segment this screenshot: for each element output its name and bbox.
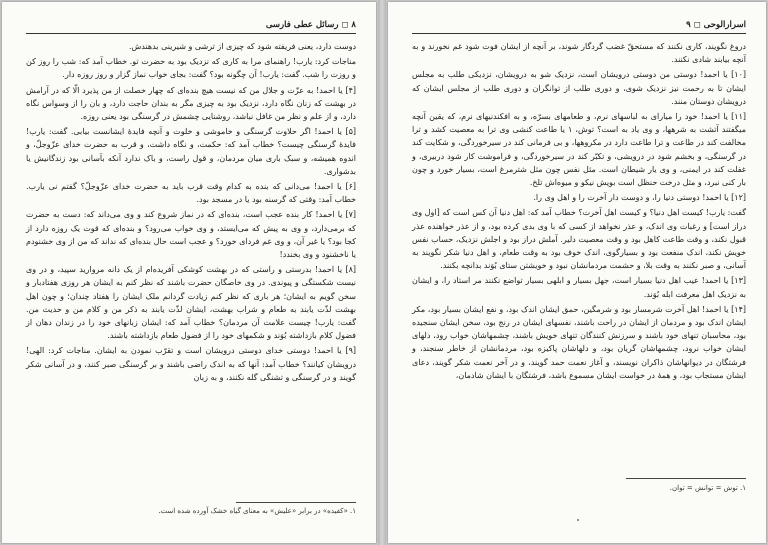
right-paragraph: [۱۴] یا احمد! اهل آخرت شرمسار بود و شرمگین، حمق ایشان اندک بود، و نفع ایشان بسیار بود، مکر ایشان اندک بود و مردمان از ایشان در راحت باشند، نفسهای ایشان در رنج بود، سخن ایشان سنجیده بود، محاسبان تنهای خود باشند و سرزنش کنندگان تنهای خویش باشند، چشمهاشان خواب رود، دلهای ایشان خواب نرود، چشمهاشان گریان بود، و دلهاشان پاکیزه بود، مردمانشان از خاطر سنجند، و فرشتگان در دیوانهاشان ذاکران نویسند، و آغاز نعمت حمد گویند، و در آخر نعمت شکر گویند، دعای ایشان مستجاب بود، و همهٔ در خواست ایشان مسموع باشد، فرشتگان با ایشان شادمان، xyxy=(412,304,746,380)
right-page-running-title: اسرارالوحی ◻ ۹ xyxy=(686,20,746,30)
right-paragraph: [۱۰] یا احمد! دوستی من دوستی درویشان است، نزدیک شو به درویشان، نزدیکی طلب به مجلس ایشان تا به رحمت نیز نزدیک شوی، و دوری طلب از توانگران و دوری طلب از مجلس ایشان که درویشان دوستان منند. xyxy=(412,70,746,106)
left-paragraph: مناجات کرد: یارب! راهنمای مرا به کاری که نزدیک بود به حضرت تو. خطاب آمد که: شب را روز کن و روزت را شب. گفت: یارب! آن چگونه بود؟ گفت: بجای خواب نماز گزار و روز روزه دار. xyxy=(26,57,356,80)
right-footnote: ۱. توش = توانش = توان. xyxy=(669,484,746,492)
left-paragraph: دوست دارد، یعنی فریفته شود که چیزی از ترشی و شیرینی بدهندش. xyxy=(128,42,356,51)
right-paragraph: [۱۳] یا احمد! عیب اهل دنیا بسیار است، جهل بسیار و ابلهی بسیار تواضع نکنند مر استاد را، و ایشان به نزدیک اهل معرفت ابله بُوَند. xyxy=(412,276,746,299)
left-paragraph: [۶] یا احمد! می‌دانی که بنده به کدام وقت قرب باید به حضرت خدای عزّوجلّ؟ گفتم نی یارب. خطاب آمد: وقتی که گرسنه بود یا در مسجد بود. xyxy=(26,182,356,205)
left-footnote: ۱. «کفیده» در برابر «علیش» به معنای گیاه خشک آورده شده است. xyxy=(158,507,356,515)
right-paragraph: [۱۱] یا احمد! خود را میارای به لباسهای نرم، و طعامهای بسرّه، و به افکندنیهای نرم، که یقین آنچه میگفتند آتشت به شرهها، و وی یاد به است؟ توش، ۱ یا طاعت کنشی وی ترا به معصیت کشد و ترا مخالفت کند در طاعت و ترا طاعت دارد در مکروهها، و بی فرمانی کند در سیرخوردگی، و شکایت کند در گرسنگی، و بخشم شود در درویشی، و تکبّر کند در سیرخوردگی، و فراموشت کار شود دربیری، و غفلت کند در ایمنی، و وی یار شیطان است. مثل نفس چون مثل شترمرغ است، بسیار خورد و چون بار کنی نبرد، و مثل درخت حنظل است بویش نیکو و میوه‌اش تلخ. xyxy=(412,112,746,188)
left-paragraph: [۴] یا احمد! به عزّت و جلال من که نیست هیچ بنده‌ای که چهار خصلت از من پذیرد الّا که در آرامش در بهشت که زنان نگاه دارد، نزدیک بود به چیزی مگر به بندان حاجت دارد، و بان را از وسواس نگاه دارد، و از علم و نظر من غافل نباشد، روشنایی چشمش در گرسنگی بود یعنی روزه. xyxy=(26,85,356,122)
right-paragraph: گفت: یارب! کیست اهل دنیا؟ و کیست اهل آخرت؟ خطاب آمد که: اهل دنیا آن کس است که [اول وی دراز است] و رغبات وی اندک، و عذر نخواهد از کسی که با وی بدی کرده بود، و از عذر خواهنده عذر قبول نکند، و وقت طاعت کاهل بود و وقت معصیت دلیر. آملش دراز بود و اجلش نزدیک، حساب نفس خویش نکند، اندک منفعت بود و بسیارگوی، اندک خوف بود به وقت طعام، و اهل دنیا شکر نگویند به آسانی، و صبر نکنند به وقت بلا، و حشمت مردمانشان نبود و خویشتن ستای بُوَند بدانچه بکنند. xyxy=(412,208,747,271)
book-gutter xyxy=(378,0,386,545)
left-paragraph: [۵] یا احمد! اگر حلاوت گرسنگی و خاموشی و خلوت و آنچه فایدهٔ ایشانست بیابی. گفت: یارب! فایدهٔ گرسنگی چیست؟ خطاب آمد که: حکمت، و نگاه داشت، و قرب به حضرت خدای عزّوجلّ، و اندوه همیشه، و سبک باری میان مردمان، و قول راست، و باک ندارد آنکه بآسانی بود زندگانیش یا بدشواری. xyxy=(26,127,356,176)
left-paragraph: [۷] یا احمد! کار بنده عجب است، بنده‌ای که در نماز شروع کند و وی می‌داند که: دست به حضرت که برمی‌دارد، و وی به پیش که می‌ایستد، و وی خواب می‌رود؟ و بنده‌ای که قوت یک روزه دارد از کجا بود؟ یا غیر آن، و وی غم فردای خورد؟ و عجب است حال بنده‌ای که نداند که من از وی خشنودم یا ناخشنود و وی بخندد! xyxy=(26,210,356,260)
right-page-header xyxy=(412,20,746,34)
right-paragraph: [۱۲] یا احمد! دوستی دنیا را، و دوست دار آخرت را و اهل وی را. xyxy=(533,193,746,203)
left-page xyxy=(2,2,376,543)
left-paragraph: [۹] یا احمد! دوستی خدای دوستی درویشان است و تقرّب نمودن به ایشان. مناجات کرد: الهی! درویشان کیانند؟ خطاب آمد: آنها که به اندک راضی باشند و بر گرسنگی صبر کنند، و در آسانی شکر گویند و در گرسنگی و تشنگی گله نکنند، و به زبان xyxy=(26,346,357,382)
right-paragraph: دروغ نگویند، کاری نکنند که مستحقّ غضب گردگار شوند، بر آنچه از ایشان فوت شود غم نخورند و به آنچه بیابند شادی نکنند. xyxy=(412,42,746,65)
left-page-header xyxy=(26,20,356,34)
footnote-divider xyxy=(626,478,746,479)
right-page xyxy=(388,2,766,543)
page-mark xyxy=(577,519,579,521)
left-paragraph: [۸] یا احمد! بدرستی و راستی که در بهشت کوشکی آفریده‌ام از یک دانه مروارید سپید، و در وی نیست شکستگی و پیوندی. در وی خاصگان حضرت باشند که نظر کنم به ایشان هر روزی هفتادبار و سخن گویم به ایشان؛ هر باری که نظر کنم زیادت گردانم ملک ایشان را هفتاد چندان؛ و چون اهل بهشت لذّت یابند به طعام و شراب بهشت، ایشان لذّت یابند به ذکر من و کلام من و حدیث من. گفت: یارب! چیست علامت آن مردمان؟ خطاب آمد که: ایشان زبانهای خود را در زندان دهان از فضول کلام بازداشته بُوَند و شکمهای خود را از فضول طعام بازداشته باشند. xyxy=(26,265,356,341)
footnote-divider xyxy=(236,502,356,503)
left-page-running-title: ۸ ◻ رسائل عطی فارسی xyxy=(265,20,356,30)
